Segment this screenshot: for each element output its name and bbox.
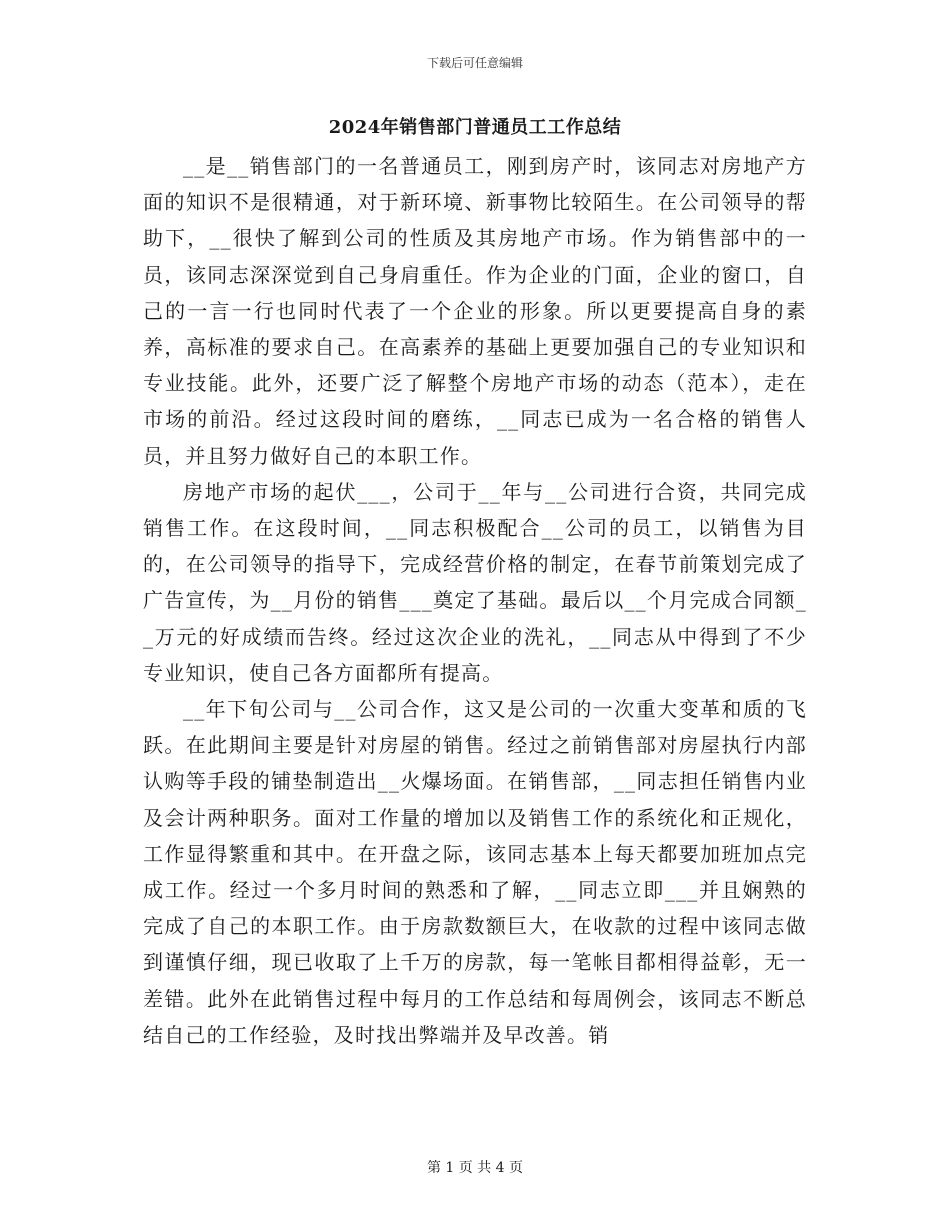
paragraph-2: 房地产市场的起伏___，公司于__年与__公司进行合资，共同完成销售工作。在这段时间，__同志积极配合__公司的员工，以销售为目的，在公司领导的指导下，完成经营价格的制定，在春节前策划完成了广告宣传，为__月份的销售___奠定了基础。最后以__个月完成合同额__万元的好成绩而告终。经过这次企业的洗礼，__同志从中得到了不少专业知识，使自己各方面都所有提高。 — [143, 479, 807, 685]
document-body — [143, 148, 807, 1053]
paragraph-3: __年下旬公司与__公司合作，这又是公司的一次重大变革和质的飞跃。在此期间主要是针对房屋的销售。经过之前销售部对房屋执行内部认购等手段的铺垫制造出__火爆场面。在销售部，__同志担任销售内业及会计两种职务。面对工作量的增加以及销售工作的系统化和正规化，工作显得繁重和其中。在开盘之际，该同志基本上每天都要加班加点完成工作。经过一个多月时间的熟悉和了解，__同志立即___并且娴熟的完成了自己的本职工作。由于房款数额巨大，在收款的过程中该同志做到谨慎仔细，现已收取了上千万的房款，每一笔帐目都相得益彰，无一差错。此外在此销售过程中每月的工作总结和每周例会，该同志不断总结自己的工作经验，及时找出弊端并及早改善。销 — [143, 697, 807, 1047]
paragraph-1: __是__销售部门的一名普通员工，刚到房产时，该同志对房地产方面的知识不是很精通，对于新环境、新事物比较陌生。在公司领导的帮助下，__很快了解到公司的性质及其房地产市场。作为销售部中的一员，该同志深深觉到自己身肩重任。作为企业的门面，企业的窗口，自己的一言一行也同时代表了一个企业的形象。所以更要提高自身的素养，高标准的要求自己。在高素养的基础上更要加强自己的专业知识和专业技能。此外，还要广泛了解整个房地产市场的动态（范本），走在市场的前沿。经过这段时间的磨练，__同志已成为一名合格的销售人员，并且努力做好自己的本职工作。 — [143, 154, 807, 468]
page-number: 第 1 页 共 4 页 — [426, 1160, 524, 1176]
document-title: 2024年销售部门普通员工工作总结 — [328, 117, 622, 138]
header-note: 下载后可任意编辑 — [426, 56, 523, 70]
